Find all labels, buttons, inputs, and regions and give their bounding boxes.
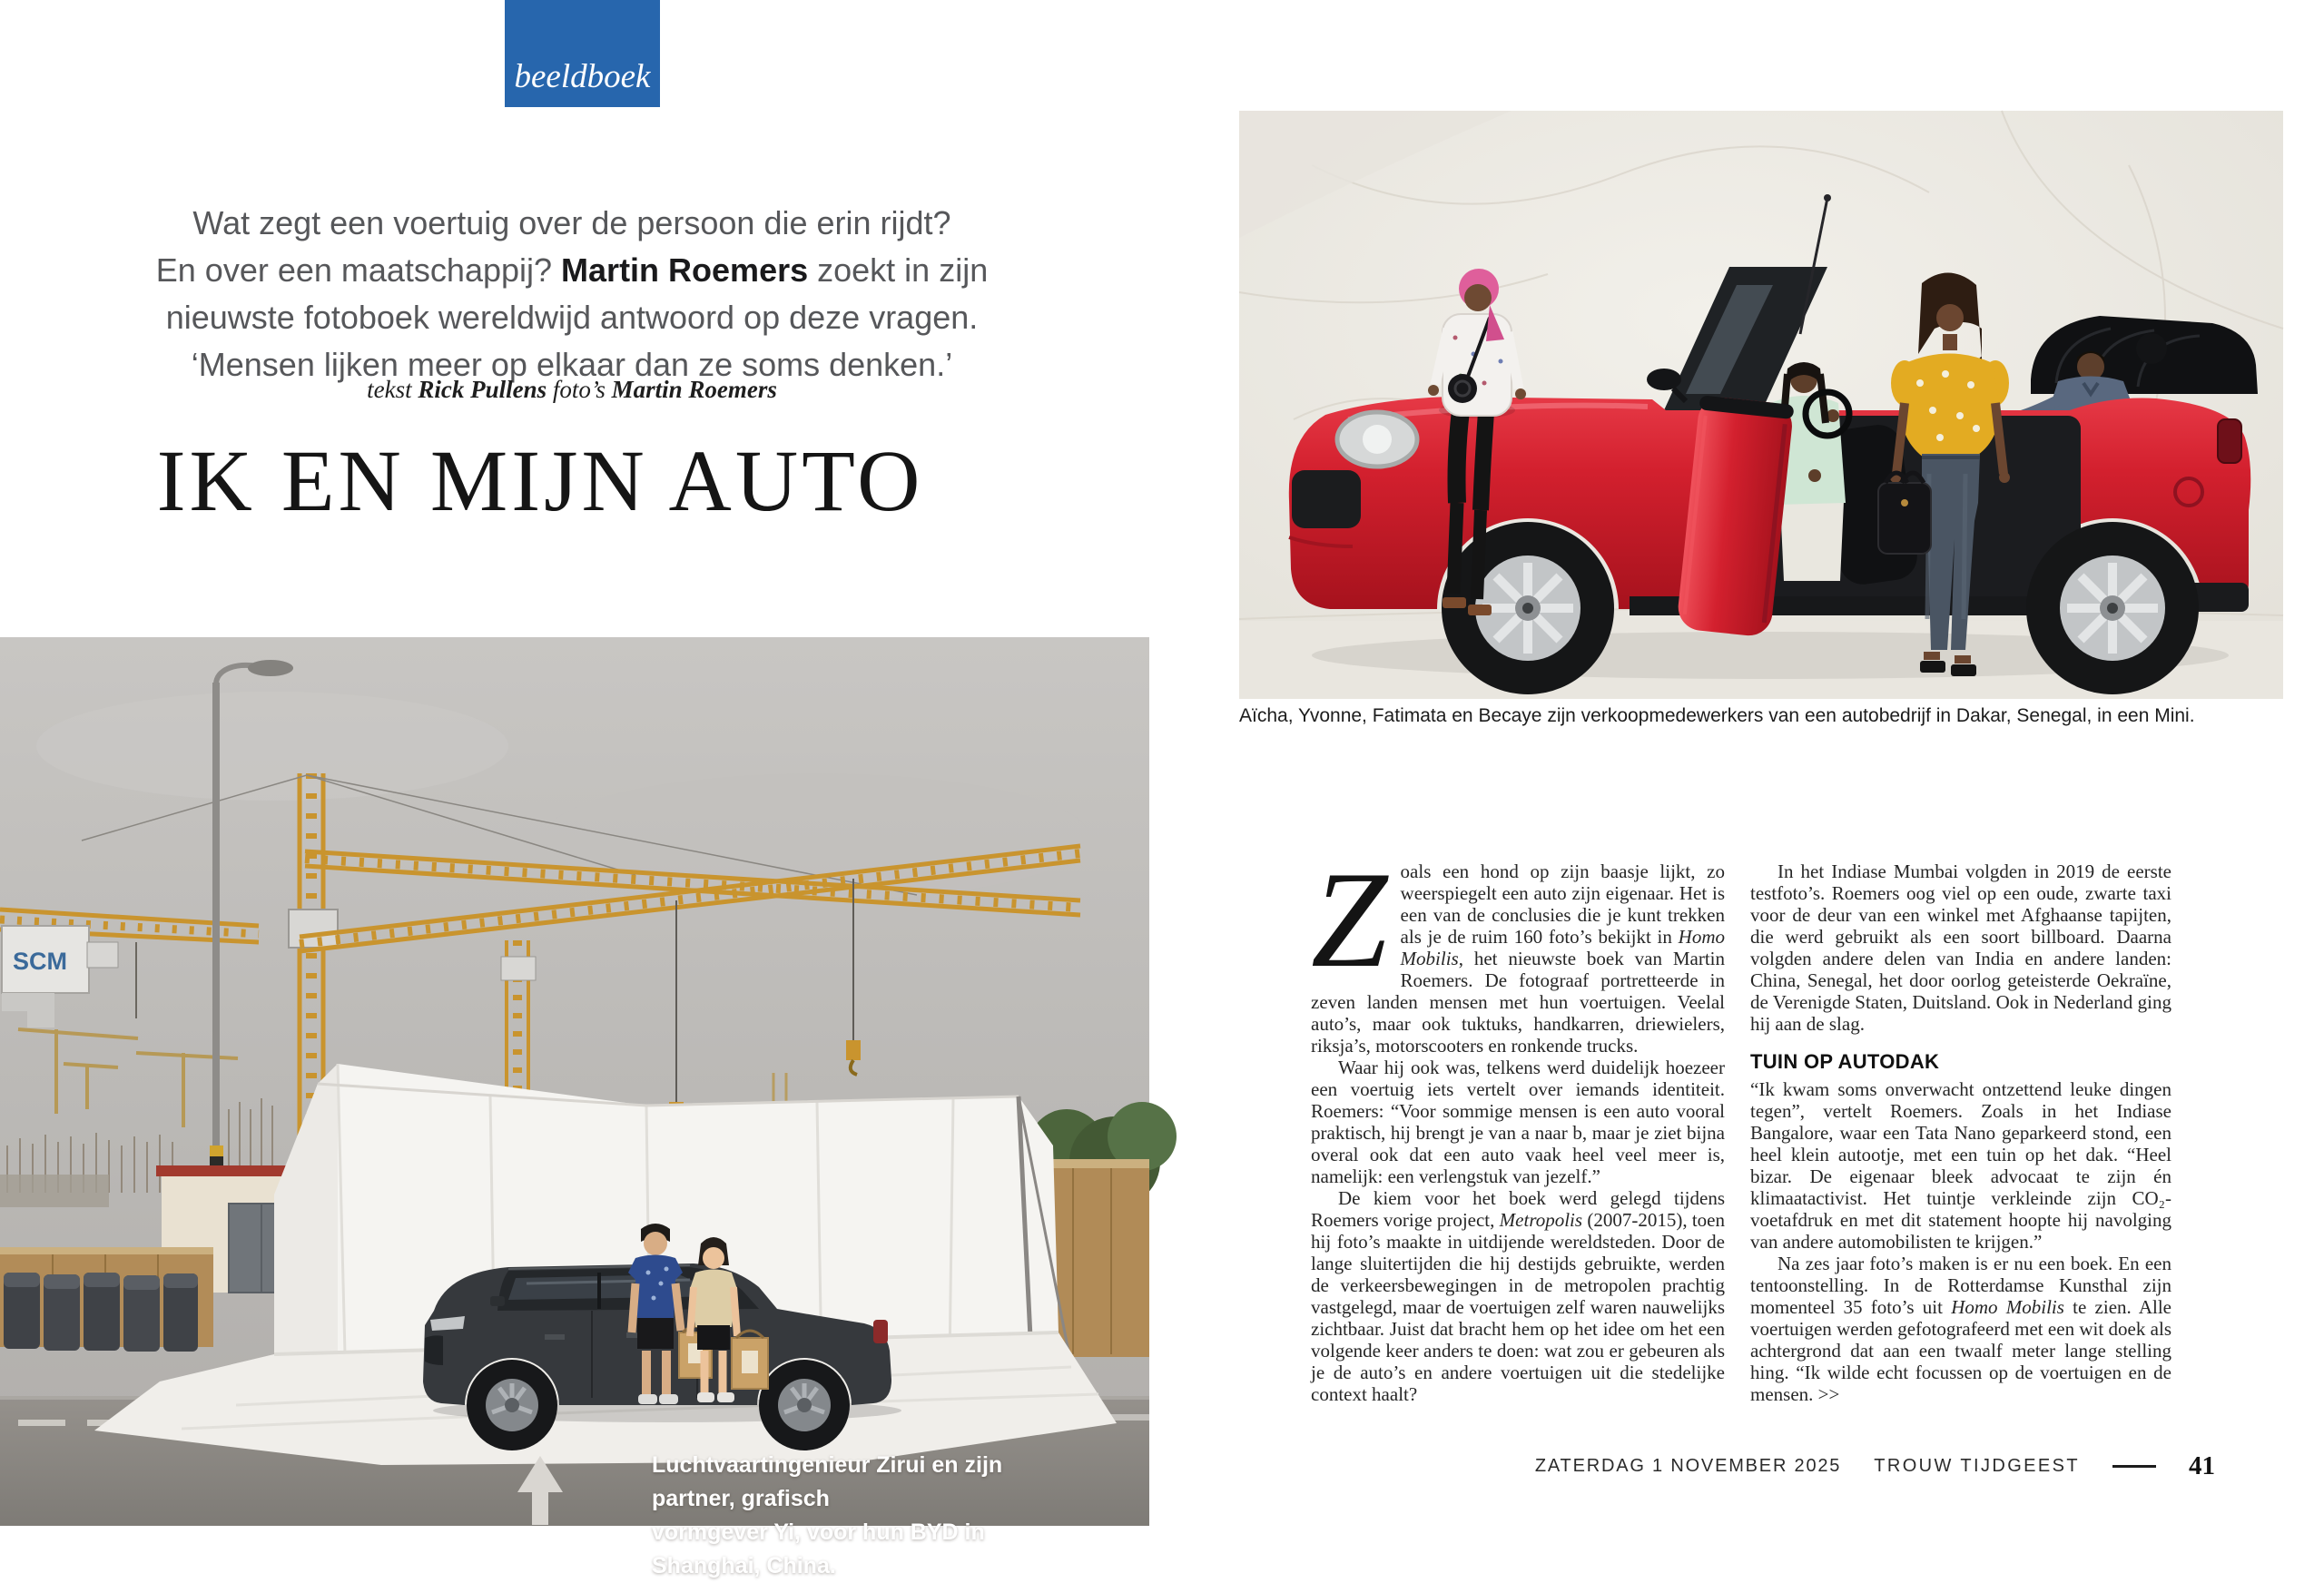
paragraph: Waar hij ook was, telkens werd duidelijk hoezeer een voertuig iets vertelt over iemands identiteit. Roemers: “Voor sommige mensen is een auto vooral praktisch, hij brengt je van a naar b, maar je ziet bijna overal ook dat een auto vaak heel veel meer is, namelijk: een verlengstuk van jezelf.” xyxy=(1311,1057,1725,1187)
photo-shanghai-byd xyxy=(0,637,1149,1578)
crane-label: SCM xyxy=(13,948,67,975)
paragraph: De kiem voor het boek werd gelegd tijdens Roemers vorige project, Metropolis (2007-2015), toen hij foto’s maakte in uitdijende wereldsteden. Door de lange sluitertijden die hij destijds gebruikte, werden de verkeersbewegingen in de metropolen prachtig vastgelegd, maar de voertuigen zelf waren nauwelijks zichtbaar. Juist dat bracht hem op het idee om het een volgende keer anders te doen: wat zou er gebeuren als je de auto’s en andere voertuigen uit die stedelijke context haalt? xyxy=(1311,1187,1725,1405)
paragraph-text: oals een hond op zijn baasje lijkt, zo weerspiegelt een auto zijn eigenaar. Het is een van de conclusies die je kunt trekken als je de ruim 160 foto’s bekijkt in Homo Mobilis, het nieuwste boek van Martin Roemers. De fotograaf portretteerde in zeven landen mensen met hun voertuigen. Veelal auto’s, maar ook tuktuks, handkarren, driewielers, riksja’s, motorscooters en ronkende trucks. xyxy=(1311,860,1725,1057)
shanghai-scene-illustration xyxy=(0,637,1149,1526)
photo-caption-shanghai xyxy=(652,1449,1088,1583)
footer-dash-rule xyxy=(2112,1465,2156,1468)
subhead: TUIN OP AUTODAK xyxy=(1750,1050,1940,1073)
intro-line: nieuwste fotoboek wereldwijd antwoord op deze vragen. xyxy=(165,299,979,336)
paragraph: Na zes jaar foto’s maken is er nu een boek. En een tentoonstelling. In de Rotterdamse Kunsthal zijn momenteel 35 foto’s uit Homo Mobilis te zien. Alle voertuigen werden gefotografeerd met een wit doek als achtergrond dat aan een twaalf meter lange stelling hing. “Ik wilde echt focussen op de voertuigen en de mensen. >> xyxy=(1750,1253,2171,1405)
waste-bins xyxy=(4,1273,198,1352)
paragraph: “Ik kwam soms onverwacht ontzettend leuke dingen tegen”, vertelt Roemers. Zoals in het Indiase Bangalore, waar een Tata Nano geparkeerd stond, een heel klein autootje, met een tuin op het dak. “Heel bizar. De eigenaar bleek advocaat te zijn én klimaatactivist. Het tuintje verkleinde zijn CO₂-voetafdruk en met dit statement hoopte hij navolging van andere automobilisten te krijgen.” xyxy=(1750,1078,2171,1253)
headrest xyxy=(2136,333,2167,364)
photo-caption-dakar: Aïcha, Yvonne, Fatimata en Becaye zijn verkoopmedewerkers van een autobedrijf in Dakar, Senegal, in een Mini. xyxy=(1239,705,2195,726)
caption-line: vormgever Yi, voor hun BYD in Shanghai, China. xyxy=(652,1519,985,1578)
byline: tekst Rick Pullens foto’s Martin Roemers xyxy=(367,376,777,403)
article-column-2 xyxy=(1750,860,2171,1405)
article-column-1 xyxy=(1311,843,1725,1405)
intro-line: En over een maatschappij? Martin Roemers zoekt in zijn xyxy=(155,251,989,289)
handbag xyxy=(1878,473,1931,554)
rear-wheel xyxy=(2026,522,2199,694)
antenna-tip xyxy=(1824,194,1831,202)
headline: IK EN MIJN AUTO xyxy=(156,432,924,529)
drop-cap: Z xyxy=(1311,843,1388,996)
intro-standfirst xyxy=(82,200,1062,388)
intro-line: Wat zegt een voertuig over de persoon die erin rijdt? xyxy=(192,204,951,241)
page-footer xyxy=(1535,1451,2215,1481)
intro-line: ‘Mensen lijken meer op elkaar dan ze soms denken.’ xyxy=(191,346,953,383)
photo-dakar-mini xyxy=(1239,111,2283,699)
shopping-bag xyxy=(732,1331,768,1389)
paragraph xyxy=(1311,843,1725,1057)
front-wheel xyxy=(1442,522,1614,694)
section-tab-label: beeldboek xyxy=(514,58,651,95)
side-mirror xyxy=(1647,369,1681,390)
footer-brand: TROUW TIJDGEEST xyxy=(1874,1456,2080,1476)
page-number: 41 xyxy=(2189,1451,2215,1480)
paragraph: In het Indiase Mumbai volgden in 2019 de eerste testfoto’s. Roemers oog viel op een oude, zwarte taxi voor de deur van een winkel met Afghaanse tapijten, die werd gebruikt als een soort billboard. Daarna volgden andere delen van India en andere landen: China, Senegal, het door oorlog geteisterde Oekraïne, de Verenigde Staten, Duitsland. Ook in Nederland ging hij aan de slag. xyxy=(1750,860,2171,1035)
caption-line: Luchtvaartingenieur Zirui en zijn partner, grafisch xyxy=(652,1452,1003,1511)
article-body xyxy=(1311,843,2171,1405)
section-tab xyxy=(505,0,660,107)
dakar-scene-illustration xyxy=(1239,111,2283,699)
footer-date: ZATERDAG 1 NOVEMBER 2025 xyxy=(1534,1456,1842,1476)
